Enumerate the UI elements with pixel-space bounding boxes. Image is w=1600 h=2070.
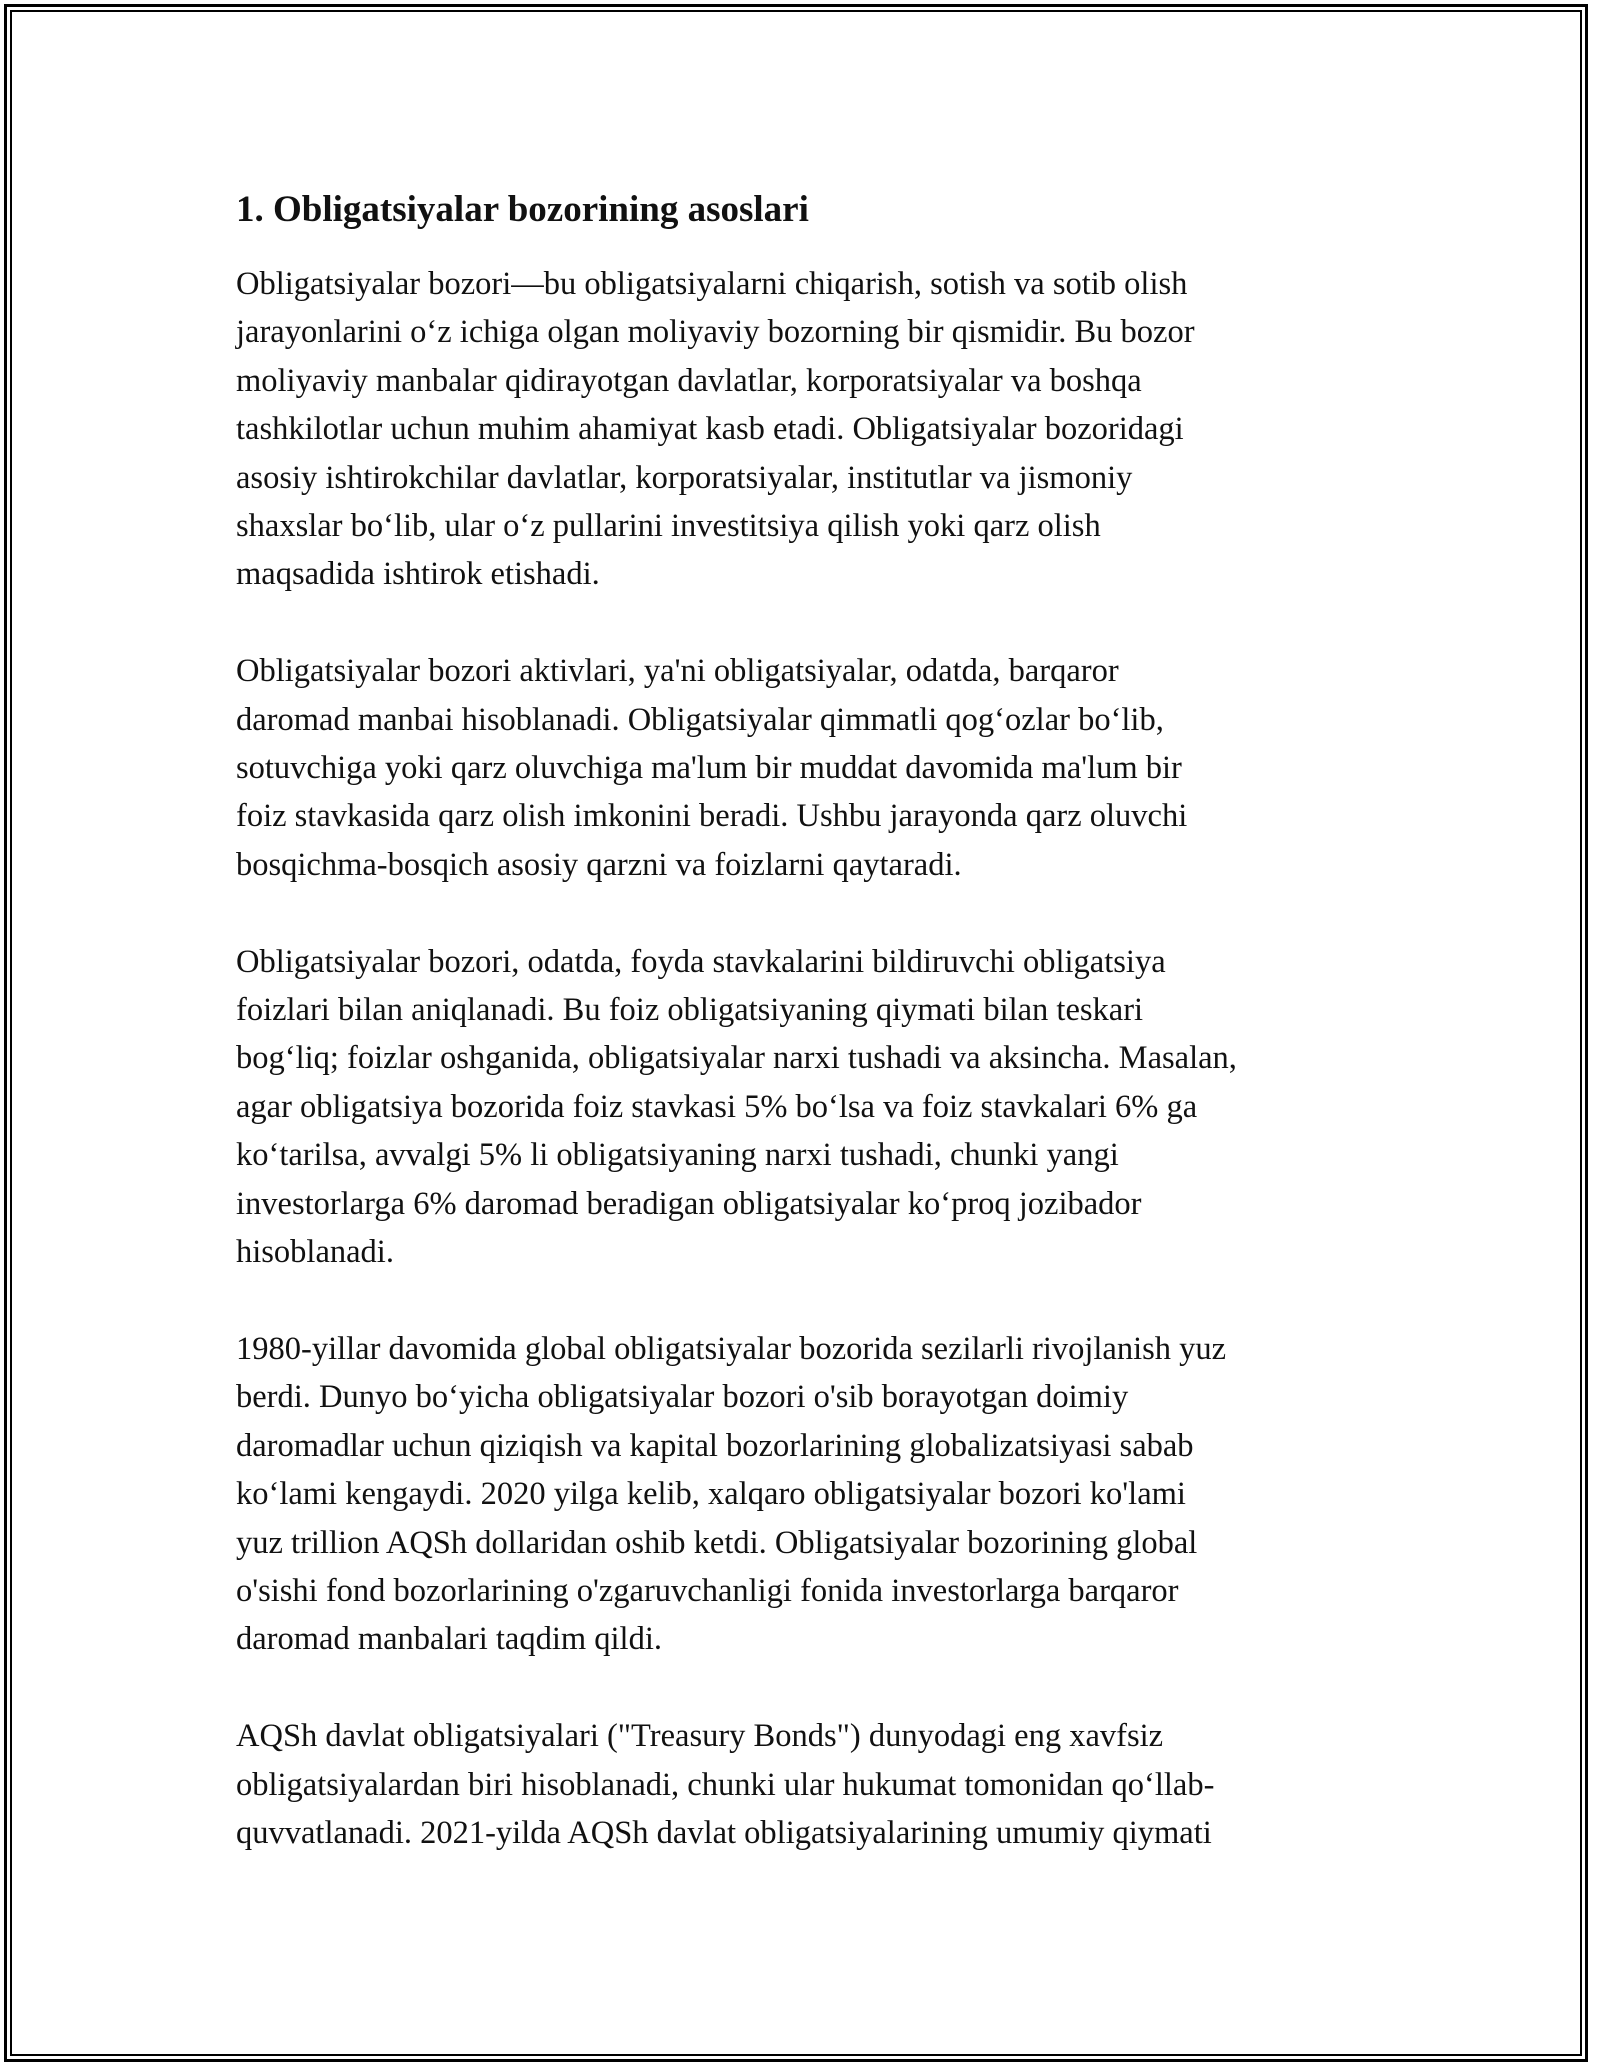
- paragraph-3: Obligatsiyalar bozori, odatda, foyda stavkalarini bildiruvchi obligatsiya foizlari bilan aniqlanadi. Bu foiz obligatsiyaning qiymati bilan teskari bog‘liq; foizlar oshganida, obligatsiyalar narxi tushadi va aksincha. Masalan, agar obligatsiya bozorida foiz stavkasi 5% bo‘lsa va foiz stavkalari 6% ga ko‘tarilsa, avvalgi 5% li obligatsiyaning narxi tushadi, chunki yangi investorlarga 6% daromad beradigan obligatsiyalar ko‘proq jozibador hisoblanadi.: [236, 943, 1237, 1271]
- section-heading: 1. Obligatsiyalar bozorining asoslari: [236, 189, 809, 230]
- paragraph-1: Obligatsiyalar bozori—bu obligatsiyalarni chiqarish, sotish va sotib olish jarayonlarini o‘z ichiga olgan moliyaviy bozorning bir qismidir. Bu bozor moliyaviy manbalar qidirayotgan davlatlar, korporatsiyalar va boshqa tashkilotlar uchun muhim ahamiyat kasb etadi. Obligatsiyalar bozoridagi asosiy ishtirokchilar davlatlar, korporatsiyalar, institutlar va jismoniy shaxslar bo‘lib, ular o‘z pullarini investitsiya qilish yoki qarz olish maqsadida ishtirok etishadi.: [236, 266, 1195, 593]
- document-body: [236, 186, 1376, 1906]
- paragraph-5: AQSh davlat obligatsiyalari ("Treasury Bonds") dunyodagi eng xavfsiz obligatsiyalardan biri hisoblanadi, chunki ular hukumat tomonidan qo‘llab- quvvatlanadi. 2021-yilda AQSh davlat obligatsiyalarining umumiy qiymati: [236, 1718, 1215, 1851]
- paragraph-4: 1980-yillar davomida global obligatsiyalar bozorida sezilarli rivojlanish yuz berdi. Dunyo bo‘yicha obligatsiyalar bozori o'sib borayotgan doimiy daromadlar uchun qiziqish va kapital bozorlarining globalizatsiyasi sabab ko‘lami kengaydi. 2020 yilga kelib, xalqaro obligatsiyalar bozori ko'lami yuz trillion AQSh dollaridan oshib ketdi. Obligatsiyalar bozorining global o'sishi fond bozorlarining o'zgaruvchanligi fonida investorlarga barqaror daromad manbalari taqdim qildi.: [236, 1330, 1227, 1658]
- paragraph-2: Obligatsiyalar bozori aktivlari, ya'ni obligatsiyalar, odatda, barqaror daromad manbai hisoblanadi. Obligatsiyalar qimmatli qog‘ozlar bo‘lib, sotuvchiga yoki qarz oluvchiga ma'lum bir muddat davomida ma'lum bir foiz stavkasida qarz olish imkonini beradi. Ushbu jarayonda qarz oluvchi bosqichma-bosqich asosiy qarzni va foizlarni qaytaradi.: [236, 653, 1188, 883]
